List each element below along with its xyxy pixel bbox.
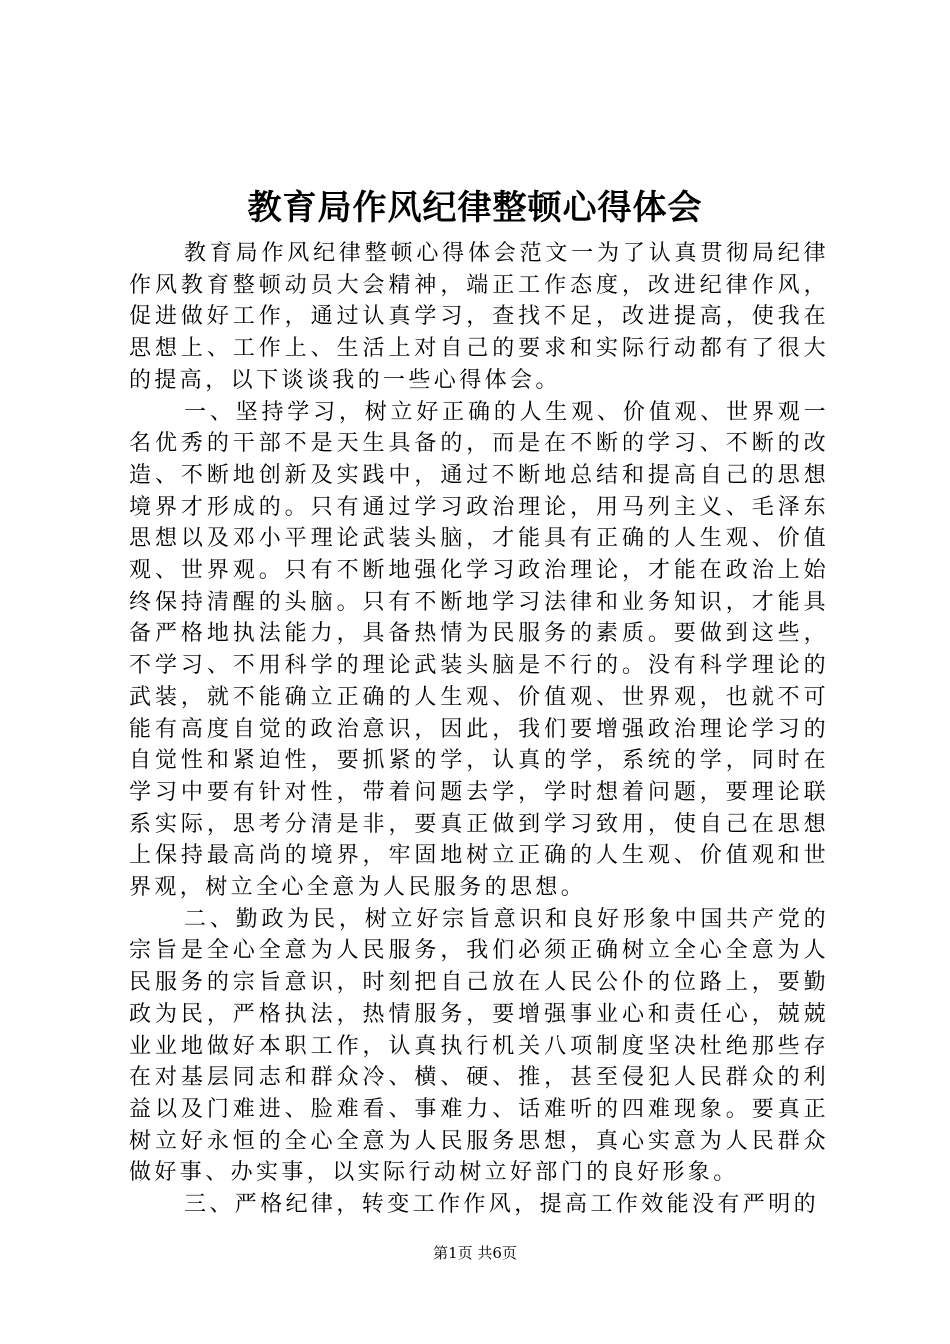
paragraph-section-3: 三、严格纪律，转变工作作风，提高工作效能没有严明的 [184, 1192, 820, 1218]
paragraph-section-2: 二、勤政为民，树立好宗旨意识和良好形象中国共产党的宗旨是全心全意为人民服务，我们必须正确树立全心全意为人民服务的宗旨意识，时刻把自己放在人民公仆的位路上，要勤政为民，严格执法，热情服务，要增强事业心和责任心，兢兢业业地做好本职工作，认真执行机关八项制度坚决杜绝那些存在对基层同志和群众冷、横、硬、推，甚至侵犯人民群众的利益以及门难进、脸难看、事难力、话难听的四难现象。要真正树立好永恒的全心全意为人民服务思想，真心实意为人民群众做好事、办实事，以实际行动树立好部门的良好形象。 [129, 906, 829, 1186]
document-body [129, 238, 829, 1221]
paragraph-section-1: 一、坚持学习，树立好正确的人生观、价值观、世界观一名优秀的干部不是天生具备的，而是在不断的学习、不断的改造、不断地创新及实践中，通过不断地总结和提高自己的思想境界才形成的。只有通过学习政治理论，用马列主义、毛泽东思想以及邓小平理论武装头脑，才能具有正确的人生观、价值观、世界观。只有不断地强化学习政治理论，才能在政治上始终保持清醒的头脑。只有不断地学习法律和业务知识，才能具备严格地执法能力，具备热情为民服务的素质。要做到这些，不学习、不用科学的理论武装头脑是不行的。没有科学理论的武装，就不能确立正确的人生观、价值观、世界观，也就不可能有高度自觉的政治意识，因此，我们要增强政治理论学习的自觉性和紧迫性，要抓紧的学，认真的学，系统的学，同时在学习中要有针对性，带着问题去学，学时想着问题，要理论联系实际，思考分清是非，要真正做到学习致用，使自己在思想上保持最高尚的境界，牢固地树立正确的人生观、价值观和世界观，树立全心全意为人民服务的思想。 [129, 399, 829, 901]
paragraph-intro: 教育局作风纪律整顿心得体会范文一为了认真贯彻局纪律作风教育整顿动员大会精神，端正工作态度，改进纪律作风，促进做好工作，通过认真学习，查找不足，改进提高，使我在思想上、工作上、生活上对自己的要求和实际行动都有了很大的提高，以下谈谈我的一些心得体会。 [129, 241, 829, 393]
page-number-footer: 第1页 共6页 [433, 1244, 517, 1262]
document-title: 教育局作风纪律整顿心得体会 [247, 188, 703, 228]
